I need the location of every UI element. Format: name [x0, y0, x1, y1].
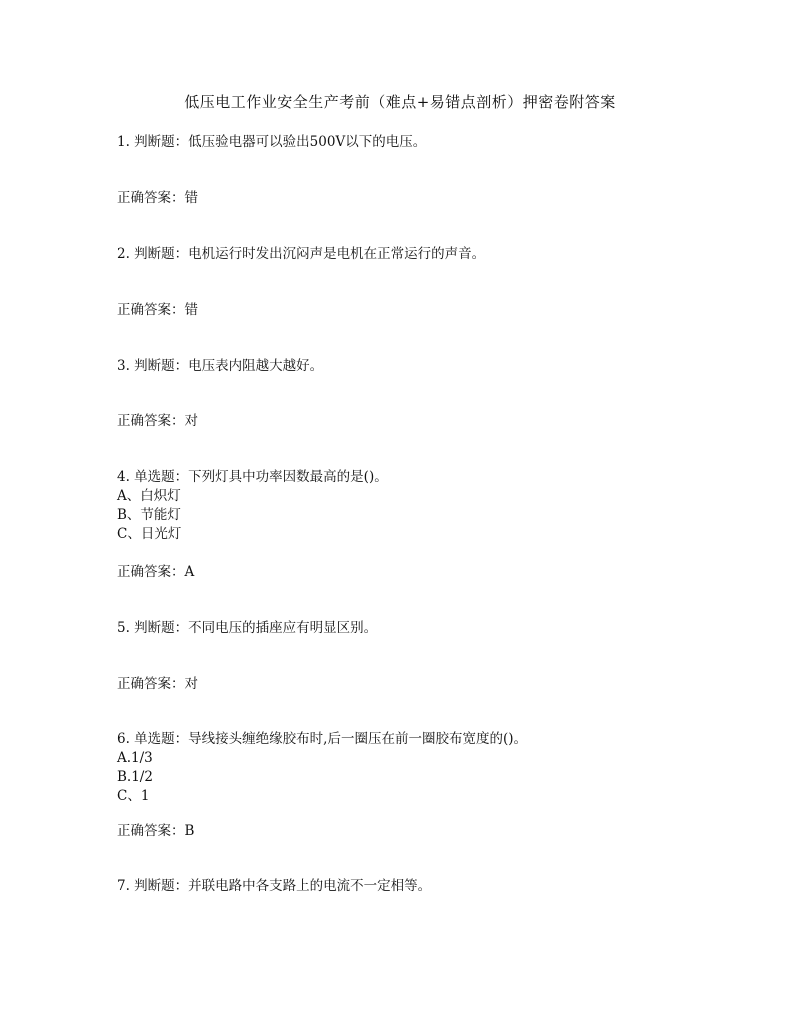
answer-1: 正确答案：错 — [117, 190, 198, 206]
question-stem: 3. 判断题：电压表内阻越大越好。 — [117, 358, 324, 374]
option-b: B.1/2 — [117, 769, 153, 785]
answer-4: 正确答案：A — [117, 564, 195, 580]
answer-3: 正确答案：对 — [117, 413, 198, 429]
answer-2: 正确答案：错 — [117, 302, 198, 318]
question-stem: 5. 判断题：不同电压的插座应有明显区别。 — [117, 620, 378, 636]
question-stem: 2. 判断题：电机运行时发出沉闷声是电机在正常运行的声音。 — [117, 246, 486, 262]
answer-5: 正确答案：对 — [117, 676, 198, 692]
question-4 — [117, 468, 737, 544]
question-stem: 7. 判断题：并联电路中各支路上的电流不一定相等。 — [117, 878, 432, 894]
option-a: A.1/3 — [117, 750, 153, 766]
question-3 — [117, 357, 737, 376]
question-stem: 1. 判断题：低压验电器可以验出500V以下的电压。 — [117, 134, 427, 150]
question-5 — [117, 619, 737, 638]
question-stem: 6. 单选题：导线接头缠绝缘胶布时,后一圈压在前一圈胶布宽度的()。 — [117, 731, 527, 747]
question-6 — [117, 730, 737, 806]
document-title: 低压电工作业安全生产考前（难点+易错点剖析）押密卷附答案 — [184, 93, 616, 111]
question-2 — [117, 245, 737, 264]
option-a: A、白炽灯 — [117, 488, 181, 504]
option-c: C、日光灯 — [117, 526, 182, 542]
question-1 — [117, 133, 737, 152]
question-stem: 4. 单选题：下列灯具中功率因数最高的是()。 — [117, 469, 388, 485]
option-b: B、节能灯 — [117, 507, 181, 523]
question-7 — [117, 877, 737, 896]
answer-6: 正确答案：B — [117, 823, 195, 839]
option-c: C、1 — [117, 788, 150, 804]
